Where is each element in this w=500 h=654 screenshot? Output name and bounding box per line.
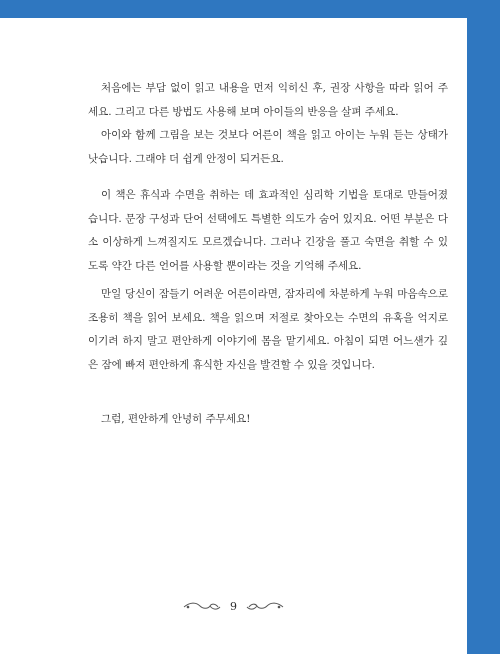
page-number: 9 [230, 600, 237, 613]
right-ornament-icon [245, 601, 285, 613]
paragraph-5: 그럼, 편안하게 안녕히 주무세요! [101, 413, 251, 425]
paragraph-1: 처음에는 부담 없이 읽고 내용을 먼저 익히신 후, 권장 사항을 따라 읽어 주세요. 그리고 다른 방법도 사용해 보며 아이들의 반응을 살펴 주세요. [88, 82, 448, 118]
paragraph-2: 아이와 함께 그림을 보는 것보다 어른이 책을 읽고 아이는 누워 듣는 상태가 낫습니다. 그래야 더 쉽게 안정이 되거든요. [88, 129, 448, 165]
page-footer [0, 600, 467, 613]
paragraph-3: 이 책은 휴식과 수면을 취하는 데 효과적인 심리학 기법을 토대로 만들어졌습니다. 문장 구성과 단어 선택에도 특별한 의도가 숨어 있지요. 어떤 부분은 다소 이상하게 느껴질지도 모르겠습니다. 그러나 긴장을 풀고 숙면을 취할 수 있도록 약간 다른 언어를 사용할 뿐이라는 것을 기억해 주세요. [88, 189, 448, 272]
paragraph-4: 만일 당신이 잠들기 어려운 어른이라면, 잠자리에 차분하게 누워 마음속으로 조용히 책을 읽어 보세요. 책을 읽으며 저절로 찾아오는 수면의 유혹을 억지로 이기려 하지 말고 편안하게 이야기에 몸을 맡기세요. 아침이 되면 어느샌가 깊은 잠에 빠져 편안하게 휴식한 자신을 발견할 수 있을 것입니다. [88, 288, 448, 371]
book-page [0, 18, 467, 654]
left-ornament-icon [182, 601, 222, 613]
